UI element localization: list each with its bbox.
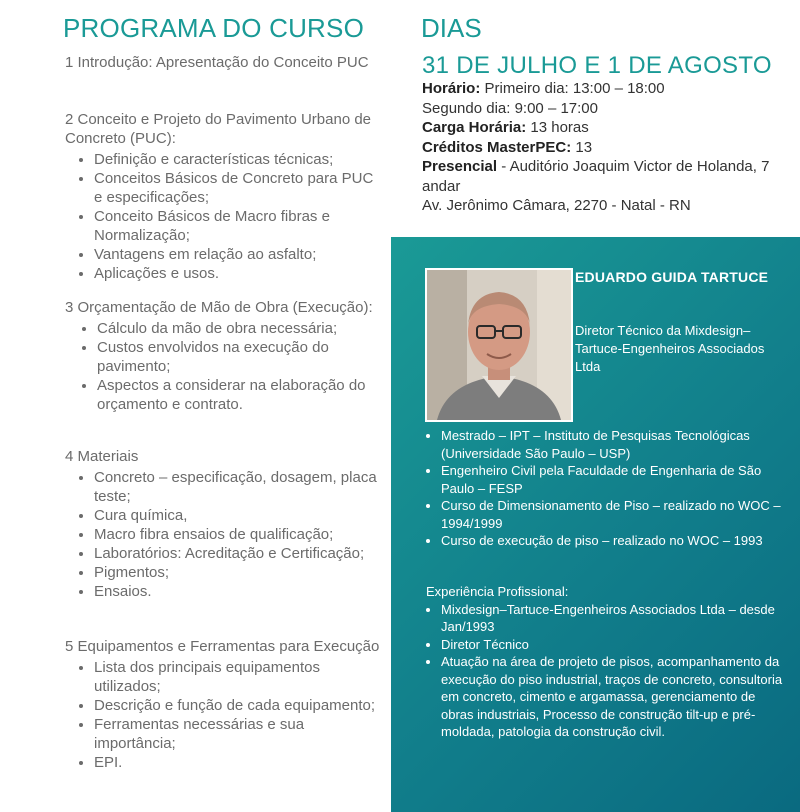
list-item: • Engenheiro Civil pela Faculdade de Engenharia de São Paulo – FESP — [441, 462, 786, 497]
section-list — [65, 658, 380, 772]
list-item: • Conceito Básicos de Macro fibras e Normalização; — [94, 207, 380, 245]
list-item: • Definição e características técnicas; — [94, 150, 380, 169]
list-item: • Curso de execução de piso – realizado no WOC – 1993 — [441, 532, 786, 550]
program-section-2 — [65, 110, 380, 283]
program-title: PROGRAMA DO CURSO — [63, 13, 364, 43]
program-section-1 — [65, 53, 380, 72]
days-title: DIAS — [421, 13, 482, 43]
list-item: • Atuação na área de projeto de pisos, acompanhamento da execução do piso industrial, traços de concreto, consultoria em concreto, cimento e argamassa, gerenciamento de obras industriais, Processo de construção tilt-up e pré-moldada, patologia da construção civil. — [441, 653, 786, 741]
schedule-value: Primeiro dia: 13:00 – 18:00 — [480, 80, 665, 97]
list-item: • Mestrado – IPT – Instituto de Pesquisas Tecnológicas (Universidade São Paulo – USP) — [441, 427, 786, 462]
venue-line — [422, 157, 792, 196]
workload-line — [422, 118, 792, 138]
list-item: • Conceitos Básicos de Concreto para PUC e especificações; — [94, 169, 380, 207]
list-item: • Mixdesign–Tartuce-Engenheiros Associados Ltda – desde Jan/1993 — [441, 601, 786, 636]
schedule-label: Horário: — [422, 80, 481, 97]
credits-value: 13 — [571, 138, 593, 156]
venue-value: - Auditório Joaquim Victor de Holanda, 7 andar — [422, 158, 770, 195]
workload-value: 13 horas — [526, 119, 589, 136]
schedule-line — [422, 79, 792, 99]
experience-list — [426, 601, 786, 741]
section-list — [65, 468, 380, 601]
list-item: • Aplicações e usos. — [94, 264, 380, 283]
list-item: • EPI. — [94, 753, 380, 772]
section-heading: 5 Equipamentos e Ferramentas para Execução — [65, 638, 380, 655]
list-item: • Vantagens em relação ao asfalto; — [94, 245, 380, 264]
list-item: • Cura química, — [94, 506, 380, 525]
list-item: • Macro fibra ensaios de qualificação; — [94, 525, 380, 544]
list-item: • Descrição e função de cada equipamento; — [94, 696, 380, 715]
list-item: • Curso de Dimensionamento de Piso – realizado no WOC – 1994/1999 — [441, 497, 786, 532]
list-item: • Cálculo da mão de obra necessária; — [97, 319, 380, 338]
list-item: • Ensaios. — [94, 582, 380, 601]
course-dates: 31 DE JULHO E 1 DE AGOSTO — [422, 52, 772, 79]
speaker-role: Diretor Técnico da Mixdesign–Tartuce-Engenheiros Associados Ltda — [575, 323, 765, 374]
section-heading: 1 Introdução: Apresentação do Conceito PUC — [65, 54, 369, 71]
speaker-experience — [426, 583, 786, 741]
address-line: Av. Jerônimo Câmara, 2270 - Natal - RN — [422, 197, 691, 214]
speaker-photo — [425, 268, 573, 422]
section-heading: 4 Materiais — [65, 448, 139, 465]
list-item: • Custos envolvidos na execução do pavimento; — [97, 338, 380, 376]
experience-heading: Experiência Profissional: — [426, 584, 569, 599]
speaker-qualifications — [426, 427, 786, 550]
course-info — [422, 79, 792, 216]
credits-line — [422, 138, 792, 158]
schedule-line-2: Segundo dia: 9:00 – 17:00 — [422, 99, 598, 117]
program-section-5 — [65, 637, 380, 772]
list-item: • Diretor Técnico — [441, 636, 786, 654]
list-item: • Laboratórios: Acreditação e Certificação; — [94, 544, 380, 563]
list-item: • Pigmentos; — [94, 563, 380, 582]
section-heading: 2 Conceito e Projeto do Pavimento Urbano de Concreto (PUC): — [65, 111, 372, 147]
list-item: • Aspectos a considerar na elaboração do orçamento e contrato. — [97, 376, 380, 414]
program-section-4 — [65, 447, 380, 601]
speaker-name: EDUARDO GUIDA TARTUCE — [575, 269, 769, 285]
list-item: • Lista dos principais equipamentos utilizados; — [94, 658, 380, 696]
section-list — [65, 150, 380, 283]
credits-label: Créditos MasterPEC: — [422, 138, 572, 156]
speaker-panel — [391, 237, 800, 812]
workload-label: Carga Horária: — [422, 119, 527, 136]
venue-label: Presencial — [422, 158, 498, 175]
list-item: • Concreto – especificação, dosagem, placa teste; — [94, 468, 380, 506]
program-section-3 — [65, 298, 380, 414]
section-list — [65, 319, 380, 414]
section-heading: 3 Orçamentação de Mão de Obra (Execução): — [65, 299, 373, 316]
list-item: • Ferramentas necessárias e sua importância; — [94, 715, 380, 753]
qualifications-list — [426, 427, 786, 550]
